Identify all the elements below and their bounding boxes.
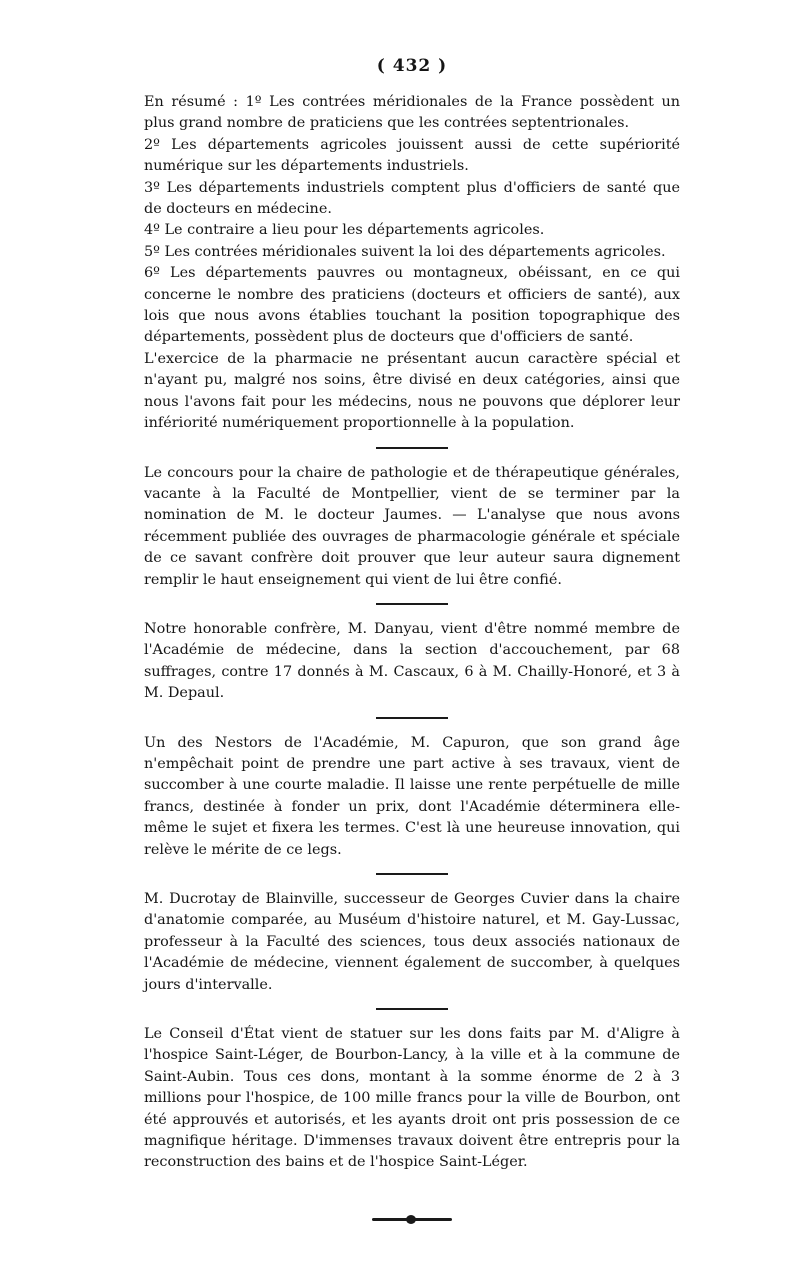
news-paragraph-danyau: Notre honorable confrère, M. Danyau, vient d'être nommé membre de l'Académie de médecine, dans la section d'accouchement, par 68 suffrages, contre 17 donnés à M. Cascaux, 6 à M. Chailly-Honoré, et 3 à M. Depaul. <box>144 620 680 702</box>
news-paragraph-blainville: M. Ducrotay de Blainville, successeur de Georges Cuvier dans la chaire d'anatomie comparée, au Muséum d'histoire naturel, et M. Gay-Lussac, professeur à la Faculté des sciences, tous deux associés nationaux de l'Académie de médecine, viennent également de succomber, à quelques jours d'intervalle. <box>144 891 680 993</box>
summary-paragraph: 6º Les départements pauvres ou montagneux, obéissant, en ce qui concerne le nombre des praticiens (docteurs et officiers de santé), aux lois que nous avons établies touchant la position topographique des départements, possèdent plus de docteurs que d'officiers de santé. <box>144 265 680 346</box>
page-number: ( 432 ) <box>376 56 448 76</box>
summary-paragraph: L'exercice de la pharmacie ne présentant aucun caractère spécial et n'ayant pu, malgré nos soins, être divisé en deux catégories, ainsi que nous l'avons fait pour les médecins, nous ne pouvons que déplorer leur infériorité numériquement proportionnelle à la population. <box>144 350 680 432</box>
section-divider <box>376 873 448 875</box>
summary-paragraph: 2º Les départements agricoles jouissent aussi de cette supériorité numérique sur les départements industriels. <box>144 136 680 175</box>
section-divider <box>376 447 448 449</box>
summary-section <box>144 92 680 435</box>
summary-paragraph: 3º Les départements industriels comptent plus d'officiers de santé que de docteurs en médecine. <box>144 179 680 218</box>
news-paragraph-capuron: Un des Nestors de l'Académie, M. Capuron, que son grand âge n'empêchait point de prendre une part active à ses travaux, vient de succomber à une courte maladie. Il laisse une rente perpétuelle de mille francs, destinée à fonder un prix, dont l'Académie déterminera elle-même le sujet et fixera les termes. C'est là une heureuse innovation, qui relève le mérite de ce legs. <box>144 734 680 858</box>
end-ornament-icon <box>372 1214 452 1224</box>
summary-paragraph: 5º Les contrées méridionales suivent la loi des départements agricoles. <box>144 243 666 260</box>
section-divider <box>376 717 448 719</box>
summary-paragraph: En résumé : 1º Les contrées méridionales de la France possèdent un plus grand nombre de praticiens que les contrées septentrionales. <box>144 94 680 132</box>
page <box>144 56 680 1224</box>
news-paragraph-montpellier: Le concours pour la chaire de pathologie et de thérapeutique générales, vacante à la Faculté de Montpellier, vient de se terminer par la nomination de M. le docteur Jaumes. — L'analyse que nous avons récemment publiée des ouvrages de pharmacologie générale et spéciale de ce savant confrère doit prouver que leur auteur saura dignement remplir le haut enseignement qui vient de lui être confié. <box>144 464 680 588</box>
section-divider <box>376 1008 448 1010</box>
news-paragraph-aligre: Le Conseil d'État vient de statuer sur les dons faits par M. d'Aligre à l'hospice Saint-Léger, de Bourbon-Lancy, à la ville et à la commune de Saint-Aubin. Tous ces dons, montant à la somme énorme de 2 à 3 millions pour l'hospice, de 100 mille francs pour la ville de Bourbon, ont été approuvés et autorisés, et les ayants droit ont pris possession de ce magnifique héritage. D'immenses travaux doivent être entrepris pour la reconstruction des bains et de l'hospice Saint-Léger. <box>144 1026 680 1171</box>
summary-paragraph: 4º Le contraire a lieu pour les départements agricoles. <box>144 222 545 239</box>
section-divider <box>376 603 448 605</box>
